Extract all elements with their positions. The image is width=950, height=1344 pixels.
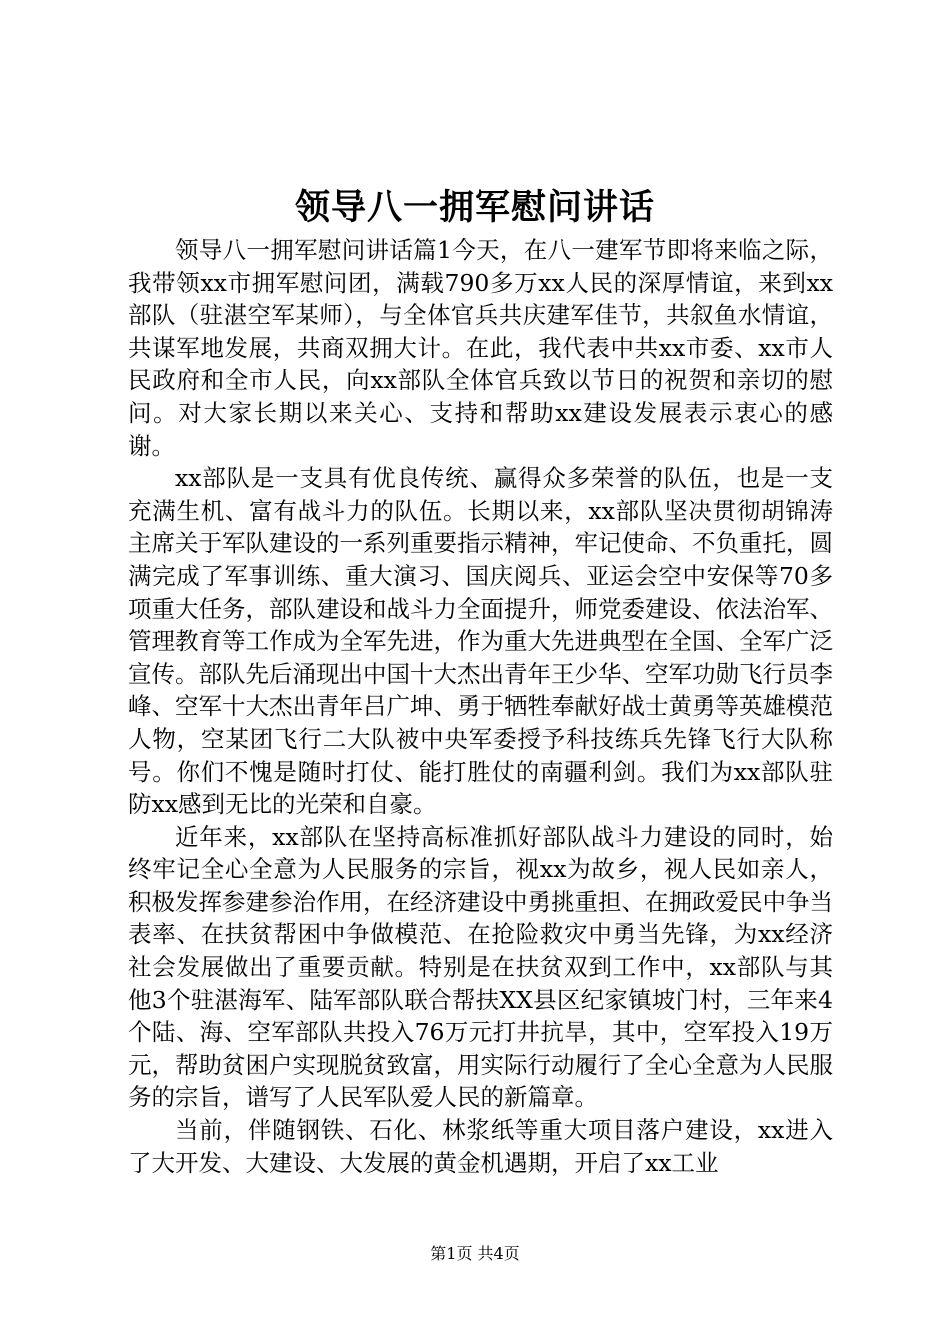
paragraph: 领导八一拥军慰问讲话篇1今天，在八一建军节即将来临之际，我带领xx市拥军慰问团，满载790多万xx人民的深厚情谊，来到xx部队（驻湛空军某师），与全体官兵共庆建军佳节，共叙鱼水情谊，共谋军地发展，共商双拥大计。在此，我代表中共xx市委、xx市人民政府和全市人民，向xx部队全体官兵致以节日的祝贺和亲切的慰问。对大家长期以来关心、支持和帮助xx建设发展表示衷心的感谢。 <box>128 236 833 460</box>
page-footer: 第1页 共4页 <box>430 1244 520 1263</box>
paragraph: 当前，伴随钢铁、石化、林浆纸等重大项目落户建设，xx进入了大开发、大建设、大发展的黄金机遇期，开启了xx工业 <box>128 1116 833 1177</box>
paragraph: xx部队是一支具有优良传统、赢得众多荣誉的队伍，也是一支充满生机、富有战斗力的队伍。长期以来，xx部队坚决贯彻胡锦涛主席关于军队建设的一系列重要指示精神，牢记使命、不负重托，圆满完成了军事训练、重大演习、国庆阅兵、亚运会空中安保等70多项重大任务，部队建设和战斗力全面提升，师党委建设、依法治军、管理教育等工作成为全军先进，作为重大先进典型在全国、全军广泛宣传。部队先后涌现出中国十大杰出青年王少华、空军功勋飞行员李峰、空军十大杰出青年吕广坤、勇于牺牲奉献好战士黄勇等英雄模范人物，空某团飞行二大队被中央军委授予科技练兵先锋飞行大队称号。你们不愧是随时打仗、能打胜仗的南疆利剑。我们为xx部队驻防xx感到无比的光荣和自豪。 <box>128 464 833 819</box>
document-body <box>128 234 833 1179</box>
document-title: 领导八一拥军慰问讲话 <box>294 188 655 228</box>
paragraph: 近年来，xx部队在坚持高标准抓好部队战斗力建设的同时，始终牢记全心全意为人民服务的宗旨，视xx为故乡，视人民如亲人，积极发挥参建参治作用，在经济建设中勇挑重担、在拥政爱民中争当表率、在扶贫帮困中争做模范、在抢险救灾中勇当先锋，为xx经济社会发展做出了重要贡献。特别是在扶贫双到工作中，xx部队与其他3个驻湛海军、陆军部队联合帮扶XX县区纪家镇坡门村，三年来4个陆、海、空军部队共投入76万元打井抗旱，其中，空军投入19万元，帮助贫困户实现脱贫致富，用实际行动履行了全心全意为人民服务的宗旨，谱写了人民军队爱人民的新篇章。 <box>128 822 833 1112</box>
